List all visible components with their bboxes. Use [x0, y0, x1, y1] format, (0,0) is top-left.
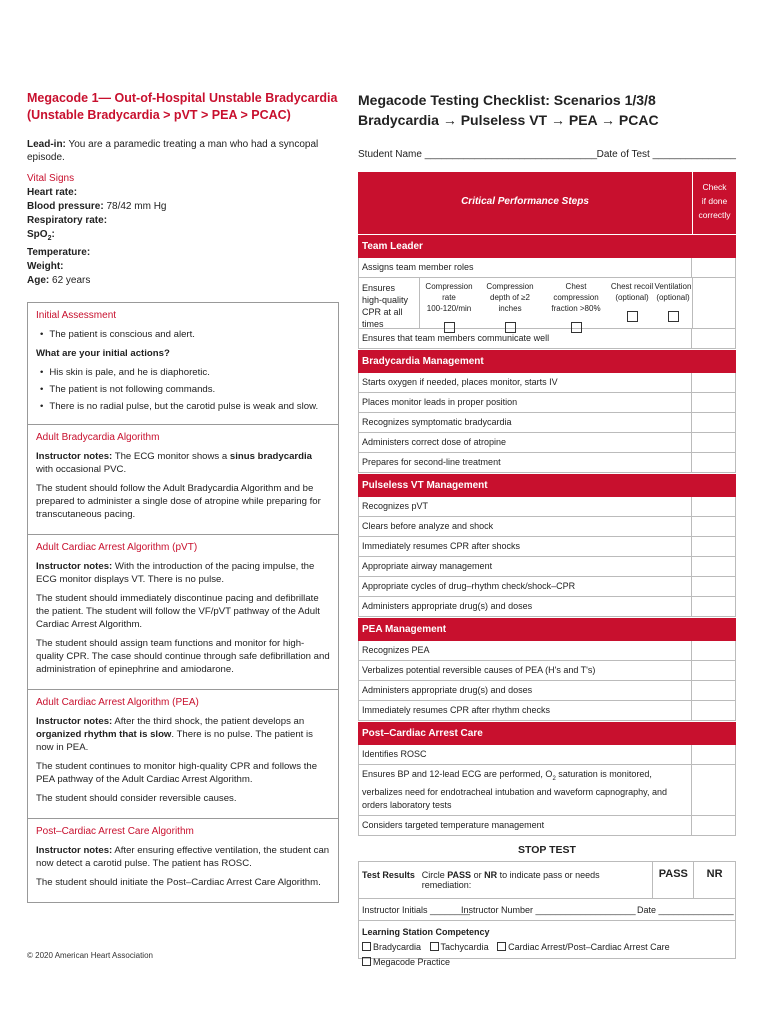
- table-row: Immediately resumes CPR after shocks: [358, 537, 736, 557]
- check-cell[interactable]: [692, 393, 736, 412]
- date-of-test-field[interactable]: Date of Test _______________: [596, 149, 736, 160]
- checklist-title: Megacode Testing Checklist: Scenarios 1/3/8 Bradycardia → Pulseless VT → PEA → PCAC: [358, 92, 659, 128]
- competency-option[interactable]: Tachycardia: [430, 940, 489, 955]
- table-row: Administers appropriate drug(s) and doses: [358, 597, 736, 617]
- checkbox[interactable]: [362, 942, 371, 951]
- check-cell[interactable]: [692, 413, 736, 432]
- section-pea: PEA Management: [358, 617, 736, 641]
- table-row: Places monitor leads in proper position: [358, 393, 736, 413]
- table-row: Recognizes symptomatic bradycardia: [358, 413, 736, 433]
- table-row: Assigns team member roles: [358, 258, 736, 278]
- check-cell[interactable]: [692, 497, 736, 516]
- pea-algorithm: Adult Cardiac Arrest Algorithm (PEA) Instructor notes: After the third shock, the patient develops an organized rhythm that is slow. There is no pulse. The patient is now in PEA. The student continues to monitor high-quality CPR and follows the PEA pathway of the Adult Cardiac Arrest Algorithm. The student should consider reversible causes.: [27, 690, 339, 819]
- table-row: Administers correct dose of atropine: [358, 433, 736, 453]
- instructor-info-row: [358, 899, 736, 921]
- initial-assessment: Initial Assessment • The patient is conscious and alert. What are your initial actions? • His skin is pale, and he is diaphoretic. • The patient is not following commands. • There is no radial pulse, but the carotid pulse is weak and slow.: [27, 302, 339, 425]
- pcac-algorithm: Post–Cardiac Arrest Care Algorithm Instructor notes: After ensuring effective ventilation, the student can now detect a carotid pulse. The patient has ROSC. The student should initiate the Post–Cardiac Arrest Care Algorithm.: [27, 819, 339, 903]
- competency-option[interactable]: Bradycardia: [362, 940, 421, 955]
- competency-option[interactable]: Megacode Practice: [362, 955, 450, 970]
- checkbox[interactable]: [668, 311, 679, 322]
- student-info: [358, 149, 736, 160]
- table-row: Recognizes pVT: [358, 497, 736, 517]
- check-cell[interactable]: [692, 745, 736, 764]
- section-bradycardia: Bradycardia Management: [358, 349, 736, 373]
- instructor-number-field[interactable]: Instructor Number ____________________: [461, 904, 636, 915]
- table-row: Clears before analyze and shock: [358, 517, 736, 537]
- table-row: Verbalizes potential reversible causes of PEA (H's and T's): [358, 661, 736, 681]
- checkbox[interactable]: [362, 957, 371, 966]
- table-row: Recognizes PEA: [358, 641, 736, 661]
- check-cell[interactable]: [692, 329, 736, 348]
- scenario-title: Megacode 1— Out-of-Hospital Unstable Bradycardia (Unstable Bradycardia > pVT > PEA > PCAC): [27, 91, 338, 122]
- table-row: Prepares for second-line treatment: [358, 453, 736, 473]
- table-row: Identifies ROSC: [358, 745, 736, 765]
- table-row: Appropriate cycles of drug–rhythm check/shock–CPR: [358, 577, 736, 597]
- lead-in: Lead-in: You are a paramedic treating a man who had a syncopal episode.: [27, 139, 319, 163]
- check-cell[interactable]: [692, 278, 736, 328]
- checkbox[interactable]: [627, 311, 638, 322]
- check-cell[interactable]: [692, 537, 736, 556]
- instructor-initials-field[interactable]: Instructor Initials ________: [362, 904, 471, 915]
- section-pulseless-vt: Pulseless VT Management: [358, 473, 736, 497]
- table-row: Ensures that team members communicate well: [358, 329, 736, 349]
- check-cell[interactable]: [692, 661, 736, 680]
- table-row: Immediately resumes CPR after rhythm checks: [358, 701, 736, 721]
- bradycardia-algorithm: Adult Bradycardia Algorithm Instructor notes: The ECG monitor shows a sinus bradycardia with occasional PVC. The student should follow the Adult Bradycardia Algorithm and be prepared to administer a single dose of atropine while preparing for transcutaneous pacing.: [27, 425, 339, 535]
- check-cell[interactable]: [692, 433, 736, 452]
- student-name-field[interactable]: Student Name _______________________________: [358, 149, 598, 160]
- cpr-quality-row: Ensures high-quality CPR at all times Compression rate 100-120/min Compression depth of ≥2 inches Chest compression fraction >80% Chest recoil (optional) Ventilation (optional): [358, 278, 736, 329]
- learning-station-competency: Learning Station Competency Bradycardia Tachycardia Cardiac Arrest/Post–Cardiac Arrest Care Megacode Practice: [358, 921, 736, 959]
- scenario-column: [27, 90, 339, 903]
- copyright-footer: © 2020 American Heart Association: [27, 951, 153, 960]
- check-cell[interactable]: [692, 577, 736, 596]
- table-row: Appropriate airway management: [358, 557, 736, 577]
- checkbox[interactable]: [497, 942, 506, 951]
- date-field[interactable]: Date _______________: [637, 904, 734, 915]
- check-cell[interactable]: [692, 557, 736, 576]
- vital-signs: Vital Signs Heart rate: Blood pressure: 78/42 mm Hg Respiratory rate: SpO$_2$: Temperature: Weight: Age: 62 years: [27, 173, 167, 286]
- check-cell[interactable]: [692, 517, 736, 536]
- test-results-row: Test Results Circle PASS or NR to indicate pass or needs remediation: PASS NR: [358, 861, 736, 899]
- check-header: Check if done correctly: [692, 172, 736, 234]
- checklist-table: [358, 172, 736, 967]
- check-cell[interactable]: [692, 765, 736, 815]
- check-cell[interactable]: [692, 597, 736, 616]
- nr-option[interactable]: NR: [706, 867, 723, 880]
- check-cell[interactable]: [692, 701, 736, 720]
- check-cell[interactable]: [692, 373, 736, 392]
- checkbox[interactable]: [430, 942, 439, 951]
- stop-test-label: STOP TEST: [518, 843, 576, 856]
- checkbox[interactable]: [505, 322, 516, 333]
- table-row: Administers appropriate drug(s) and doses: [358, 681, 736, 701]
- pass-option[interactable]: PASS: [653, 862, 694, 898]
- section-team-leader: Team Leader: [358, 234, 736, 258]
- table-row: Starts oxygen if needed, places monitor, starts IV: [358, 373, 736, 393]
- competency-option[interactable]: Cardiac Arrest/Post–Cardiac Arrest Care: [497, 940, 670, 955]
- check-cell[interactable]: [692, 816, 736, 835]
- check-cell[interactable]: [692, 453, 736, 472]
- table-header: Critical Performance Steps Check if done correctly: [358, 172, 736, 234]
- checkbox[interactable]: [444, 322, 455, 333]
- check-cell[interactable]: [692, 641, 736, 660]
- table-row: Considers targeted temperature management: [358, 816, 736, 836]
- check-cell[interactable]: [692, 258, 736, 277]
- table-row: Ensures BP and 12-lead ECG are performed, $O_2$ saturation is monitored, verbalizes need for endotracheal intubation and waveform capnography, and orders laboratory tests: [358, 765, 736, 816]
- checkbox[interactable]: [571, 322, 582, 333]
- check-cell[interactable]: [692, 681, 736, 700]
- pvt-algorithm: Adult Cardiac Arrest Algorithm (pVT) Instructor notes: With the introduction of the pacing impulse, the ECG monitor displays VT. There is no pulse. The student should immediately discontinue pacing and defibrillate the patient. The student will follow the VF/pVT pathway of the Adult Cardiac Arrest Algorithm. The student should assign team functions and monitor for high-quality CPR. The case should continue through safe defibrillation and administration of epinephrine and amiodarone.: [27, 535, 339, 690]
- section-post-cardiac-arrest: Post–Cardiac Arrest Care: [358, 721, 736, 745]
